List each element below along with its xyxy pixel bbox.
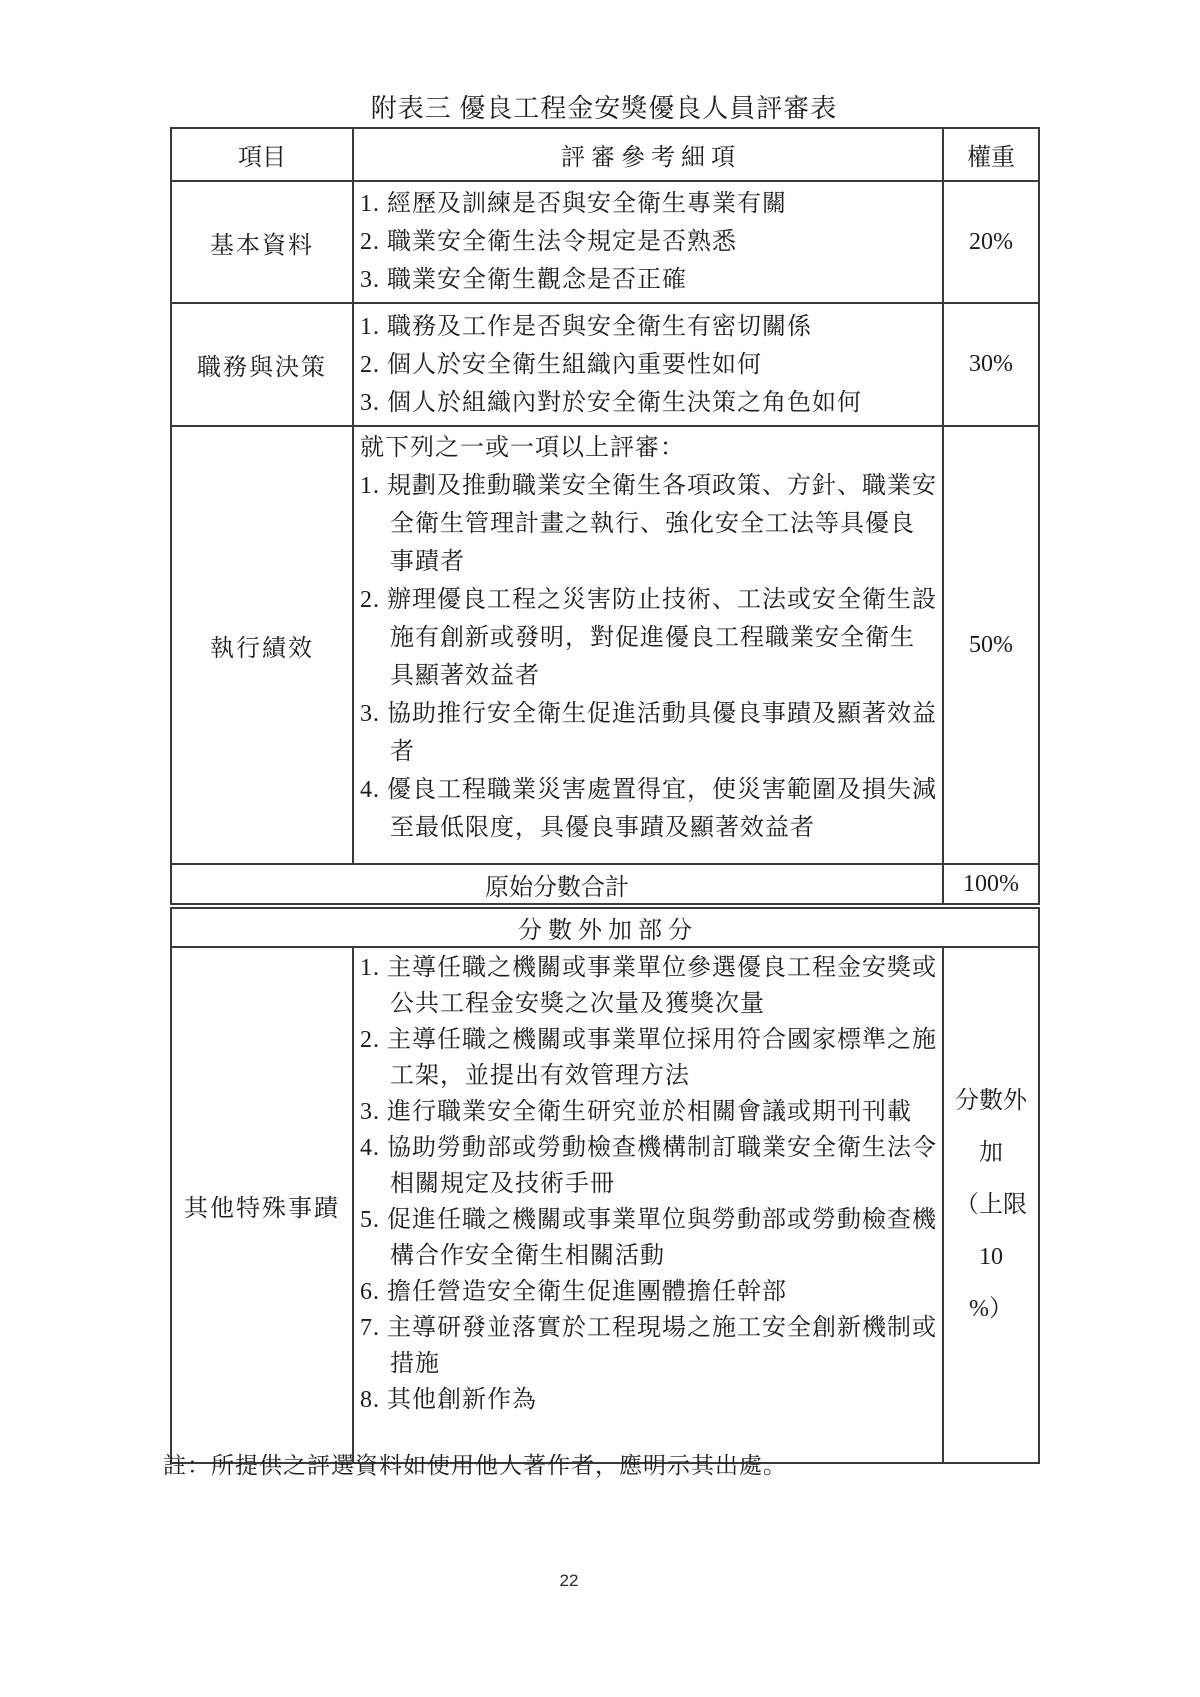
detail-line: 7. 主導研發並落實於工程現場之施工安全創新機制或措施 (360, 1315, 937, 1377)
detail-line: 8. 其他創新作為 (360, 1387, 537, 1413)
details-performance (353, 426, 943, 864)
col-header-details: 評 審 參 考 細 項 (353, 128, 943, 181)
detail-line: 2. 主導任職之機關或事業單位採用符合國家標準之施工架，並提出有效管理方法 (360, 1027, 937, 1089)
col-header-item: 項目 (171, 128, 353, 181)
detail-line: 2. 辦理優良工程之災害防止技術、工法或安全衛生設施有創新或發明，對促進優良工程職業安全衛生具顯著效益者 (360, 587, 937, 689)
detail-line: 1. 經歷及訓練是否與安全衛生專業有關 (360, 191, 787, 217)
page-number: 22 (559, 1571, 579, 1590)
doc-title: 附表三 優良工程金安獎優良人員評審表 (370, 94, 838, 123)
detail-line: 3. 協助推行安全衛生促進活動具優良事蹟及顯著效益者 (360, 701, 937, 765)
detail-line: 3. 進行職業安全衛生研究並於相關會議或期刊刊載 (360, 1099, 912, 1125)
row-label-performance: 執行績效 (171, 426, 353, 864)
row-label-other-achievements: 其他特殊事蹟 (171, 947, 353, 1463)
col-header-weight: 權重 (943, 128, 1039, 181)
bonus-section-header: 分 數 外 加 部 分 (171, 906, 1039, 947)
bonus-weight-line: （上限10 (955, 1192, 1027, 1270)
detail-line: 3. 個人於組織內對於安全衛生決策之角色如何 (360, 389, 862, 416)
detail-line: 1. 規劃及推動職業安全衛生各項政策、方針、職業安全衛生管理計畫之執行、強化安全工法等具優良事蹟者 (360, 473, 937, 575)
row-label-basic-info: 基本資料 (171, 181, 353, 303)
table-row-performance (171, 426, 1039, 864)
footnote: 註：所提供之評選資料如使用他人著作者，應明示其出處。 (163, 1453, 787, 1478)
table-row-total (171, 864, 1039, 906)
total-row-label: 原始分數合計 (171, 864, 943, 906)
detail-line: 1. 職務及工作是否與安全衛生有密切關係 (360, 313, 812, 340)
weight-performance: 50% (943, 426, 1039, 864)
row-label-duties-decision: 職務與決策 (171, 303, 353, 426)
weight-basic-info: 20% (943, 181, 1039, 303)
bonus-weight-line: 分數外加 (955, 1088, 1027, 1166)
detail-line: 4. 優良工程職業災害處置得宜，使災害範圍及損失減至最低限度，具優良事蹟及顯著效益者 (360, 777, 937, 841)
detail-line: 2. 個人於安全衛生組織內重要性如何 (360, 351, 762, 378)
table-header-row (171, 128, 1039, 181)
table-row-basic-info (171, 181, 1039, 303)
detail-intro: 就下列之一或一項以上評審： (360, 435, 685, 461)
weight-duties-decision: 30% (943, 303, 1039, 426)
bonus-weight-line: %） (969, 1296, 1013, 1322)
table-row-other-achievements (171, 947, 1039, 1463)
total-row-weight: 100% (943, 864, 1039, 906)
detail-line: 4. 協助勞動部或勞動檢查機構制訂職業安全衛生法令相關規定及技術手冊 (360, 1135, 937, 1197)
details-basic-info (353, 181, 943, 303)
table-row-duties-decision (171, 303, 1039, 426)
detail-line: 2. 職業安全衛生法令規定是否熟悉 (360, 229, 737, 255)
review-table (170, 127, 1040, 1464)
detail-line: 6. 擔任營造安全衛生促進團體擔任幹部 (360, 1279, 787, 1305)
table-row-bonus-header (171, 906, 1039, 947)
weight-other-achievements (943, 947, 1039, 1463)
details-other-achievements (353, 947, 943, 1463)
details-duties-decision (353, 303, 943, 426)
detail-line: 3. 職業安全衛生觀念是否正確 (360, 267, 687, 293)
detail-line: 5. 促進任職之機關或事業單位與勞動部或勞動檢查機構合作安全衛生相關活動 (360, 1207, 937, 1269)
detail-line: 1. 主導任職之機關或事業單位參選優良工程金安獎或公共工程金安獎之次量及獲獎次量 (360, 955, 937, 1017)
